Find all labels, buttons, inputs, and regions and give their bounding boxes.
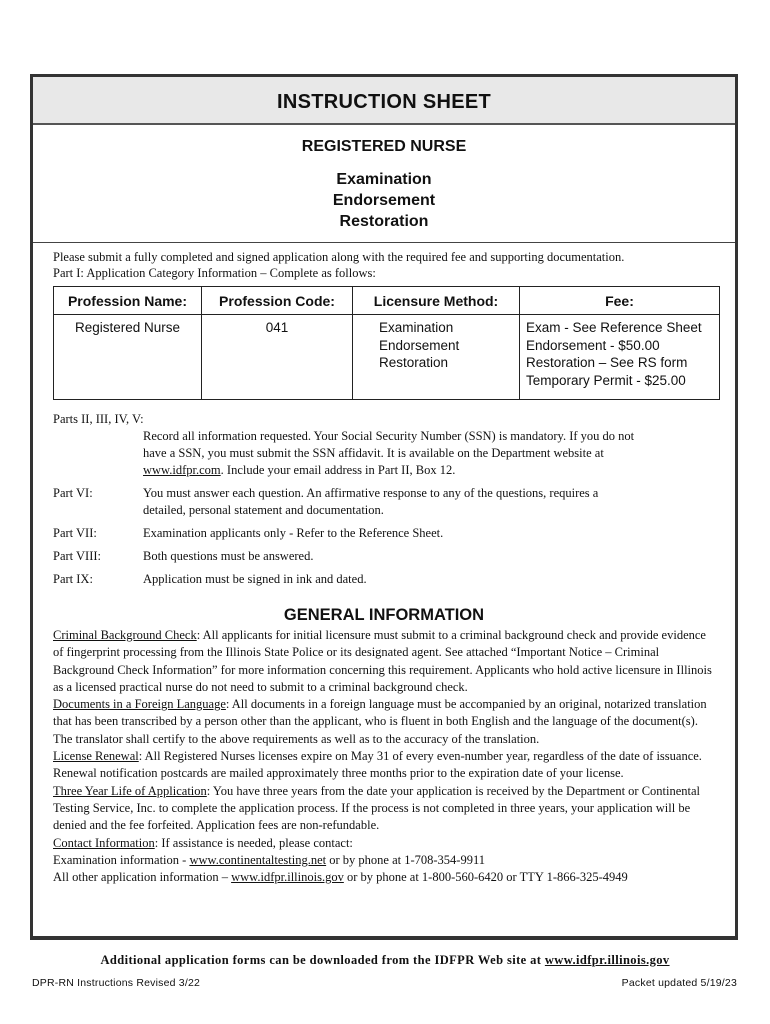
licensure-method-item: Endorsement	[379, 337, 460, 353]
part-vi-line: You must answer each question. An affirmative response to any of the questions, requires a	[143, 486, 599, 500]
cell-profession-name: Registered Nurse	[54, 315, 202, 400]
page-title: INSTRUCTION SHEET	[33, 77, 735, 125]
intro-line-2: Part I: Application Category Information – Complete as follows:	[53, 266, 376, 280]
intro-line-1: Please submit a fully completed and signed application along with the required fee and supporting documentation.	[53, 250, 625, 264]
exam-info-prefix: Examination information -	[53, 852, 190, 867]
fee-item: Restoration – See RS form	[526, 355, 688, 370]
criminal-background-text: : All applicants for initial licensure must submit to a criminal background check and provide evidence of fingerprint processing from the Illinois State Police or its designated agent. See attached “Important Notice – Criminal Background Check Information” for more information concerning this requirement. Applicants who hold active licensure in Illinois as a licensed practical nurse do not need to submit to a criminal background check.	[53, 628, 712, 694]
licensure-method-item: Examination	[379, 320, 454, 335]
other-info-prefix: All other application information –	[53, 870, 232, 885]
instruction-frame	[30, 74, 738, 940]
other-info-line	[53, 869, 717, 886]
application-category-table	[53, 286, 720, 400]
method-examination: Examination	[336, 171, 432, 188]
exam-info-line	[53, 852, 717, 869]
contact-text: : If assistance is needed, please contact:	[154, 835, 353, 850]
license-renewal-text: : All Registered Nurses licenses expire on May 31 of every even-number year, regardless of the date of issuance. Renewal notification postcards are mailed approximately three months prior to the expiration date of your license.	[53, 749, 702, 781]
license-renewal-paragraph	[53, 748, 717, 783]
application-life-label: Three Year Life of Application	[53, 783, 207, 798]
parts-ii-v-line: have a SSN, you must submit the SSN affidavit. It is available on the Department website at	[143, 446, 604, 460]
table-header-row	[54, 287, 720, 315]
packet-updated-label: Packet updated 5/19/23	[621, 977, 737, 989]
foreign-language-text: : All documents in a foreign language must be accompanied by an original, notarized translation that has been transcribed by a person other than the applicant, who is fluent in both English and the language of the document(s). The translator shall certify to the above requirements as well as to the accuracy of the translation.	[53, 697, 707, 746]
parts-instructions	[53, 411, 723, 588]
contact-paragraph	[53, 835, 717, 852]
header-fee: Fee:	[520, 287, 720, 315]
parts-ii-v-label: Parts II, III, IV, V:	[53, 412, 144, 426]
foreign-language-paragraph	[53, 696, 717, 748]
idfpr-website-link[interactable]: www.idfpr.com	[143, 463, 221, 477]
profession-subtitle: REGISTERED NURSE	[301, 138, 467, 155]
idfpr-illinois-link[interactable]: www.idfpr.illinois.gov	[231, 870, 344, 885]
application-life-paragraph	[53, 783, 717, 835]
general-information	[53, 627, 717, 886]
parts-ii-v-line-rest: . Include your email address in Part II, Box 12.	[220, 463, 456, 477]
part-vii-row	[53, 525, 723, 542]
part-vii-label: Part VII:	[53, 526, 97, 540]
part-viii-text: Both questions must be answered.	[143, 549, 314, 563]
part-ix-text: Application must be signed in ink and dated.	[143, 572, 367, 586]
header-divider	[33, 242, 735, 243]
general-information-heading: GENERAL INFORMATION	[283, 606, 485, 624]
part-vi-line: detailed, personal statement and documentation.	[143, 503, 384, 517]
parts-ii-v-text	[143, 428, 723, 479]
method-endorsement: Endorsement	[332, 192, 436, 209]
parts-ii-v-row	[53, 428, 723, 479]
continental-testing-link[interactable]: www.continentaltesting.net	[189, 852, 327, 867]
footer-idfpr-link[interactable]: www.idfpr.illinois.gov	[544, 953, 670, 967]
criminal-background-paragraph	[53, 627, 717, 696]
cell-profession-code: 041	[202, 315, 353, 400]
part-ix-label: Part IX:	[53, 572, 93, 586]
exam-info-phone: or by phone at 1-708-354-9911	[326, 852, 485, 867]
part-vi-text	[143, 485, 723, 519]
intro-text	[53, 249, 713, 281]
header-profession-code: Profession Code:	[202, 287, 353, 315]
header-licensure-method: Licensure Method:	[353, 287, 520, 315]
cell-licensure-methods	[353, 315, 520, 400]
table-row	[54, 315, 720, 400]
application-life-text: : You have three years from the date your application is received by the Department or Continental Testing Service, Inc. to complete the application process. If the process is not completed in three years, your application will be denied and the fee forfeited. Application fees are non-refundable.	[53, 783, 701, 833]
cell-fees	[520, 315, 720, 400]
header-profession-name: Profession Name:	[54, 287, 202, 315]
license-renewal-label: License Renewal	[53, 749, 139, 764]
part-vi-row	[53, 485, 723, 519]
method-restoration: Restoration	[339, 213, 429, 230]
contact-label: Contact Information	[53, 835, 155, 850]
part-viii-row	[53, 548, 723, 565]
parts-ii-v-line: Record all information requested. Your Social Security Number (SSN) is mandatory. If you do not	[143, 429, 635, 443]
download-forms-note	[0, 953, 770, 968]
other-info-phone: or by phone at 1-800-560-6420 or TTY 1-866-325-4949	[343, 870, 628, 885]
part-viii-label: Part VIII:	[53, 549, 102, 563]
part-ix-row	[53, 571, 723, 588]
licensure-method-item: Restoration	[379, 355, 449, 370]
application-methods	[33, 169, 735, 232]
foreign-language-label: Documents in a Foreign Language	[53, 697, 226, 712]
fee-item: Endorsement - $50.00	[526, 337, 660, 353]
part-vi-label: Part VI:	[53, 486, 93, 500]
download-note-text: Additional application forms can be downloaded from the IDFPR Web site at	[100, 953, 545, 967]
criminal-background-label: Criminal Background Check	[53, 628, 197, 642]
form-revision-label: DPR-RN Instructions Revised 3/22	[32, 977, 201, 989]
part-vii-text: Examination applicants only - Refer to the Reference Sheet.	[143, 526, 444, 540]
fee-item: Temporary Permit - $25.00	[526, 372, 686, 388]
parts-ii-v-line	[143, 462, 723, 479]
fee-item: Exam - See Reference Sheet	[526, 320, 702, 335]
